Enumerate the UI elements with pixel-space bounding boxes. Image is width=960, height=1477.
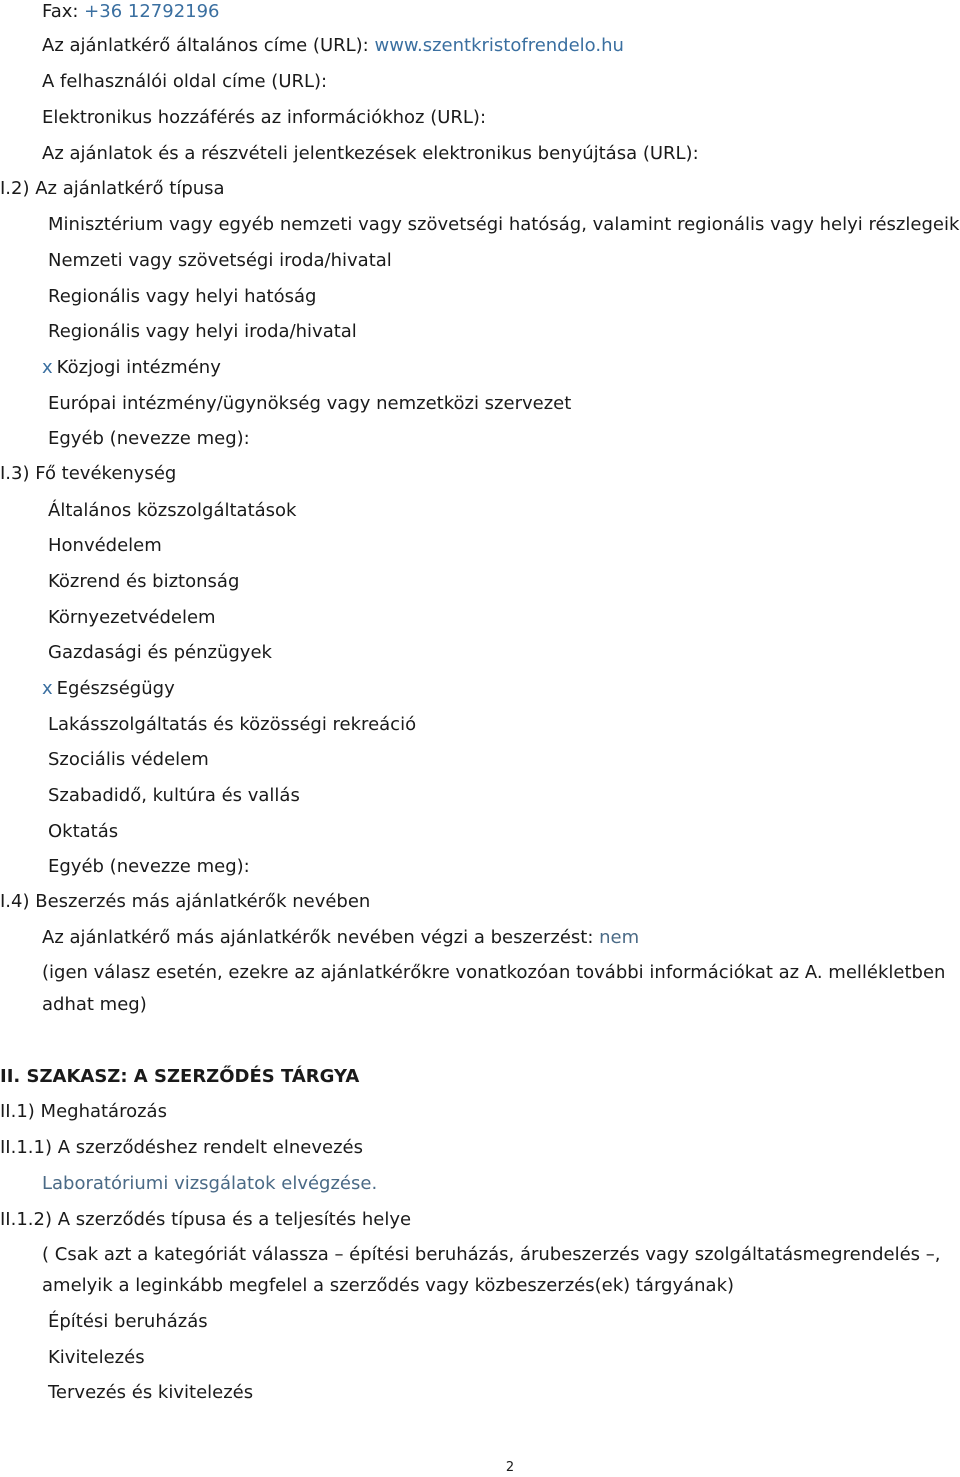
list-item: Építési beruházás bbox=[48, 1311, 208, 1332]
list-item: Egyéb (nevezze meg): bbox=[48, 856, 250, 877]
list-item: Kivitelezés bbox=[48, 1347, 145, 1368]
joint-procurement-answer: nem bbox=[599, 927, 640, 948]
note-line: amelyik a leginkább megfelel a szerződés vagy közbeszerzés(ek) tárgyának) bbox=[42, 1275, 735, 1296]
note-line: (igen válasz esetén, ezekre az ajánlatkérőkre vonatkozóan további információkat az A. mellékletben bbox=[42, 962, 946, 983]
section-heading-i2: I.2) Az ajánlatkérő típusa bbox=[0, 178, 225, 199]
list-item: Regionális vagy helyi iroda/hivatal bbox=[48, 321, 357, 342]
list-item: Szabadidő, kultúra és vallás bbox=[48, 785, 300, 806]
list-item-selected bbox=[42, 677, 175, 701]
buyer-profile-label: A felhasználói oldal címe (URL): bbox=[42, 71, 328, 92]
list-item-selected bbox=[42, 356, 221, 380]
list-item: Nemzeti vagy szövetségi iroda/hivatal bbox=[48, 250, 392, 271]
list-item: Minisztérium vagy egyéb nemzeti vagy szövetségi hatóság, valamint regionális vagy helyi részlegeik bbox=[48, 214, 960, 235]
list-item: Regionális vagy helyi hatóság bbox=[48, 286, 317, 307]
list-item: Honvédelem bbox=[48, 535, 162, 556]
subsection-heading: II.1.1) A szerződéshez rendelt elnevezés bbox=[0, 1137, 363, 1158]
fax-line bbox=[42, 0, 220, 24]
subsection-heading: II.1) Meghatározás bbox=[0, 1101, 167, 1122]
note-line: adhat meg) bbox=[42, 994, 147, 1015]
electronic-submission-label: Az ajánlatok és a részvételi jelentkezések elektronikus benyújtása (URL): bbox=[42, 143, 699, 164]
joint-procurement-question: Az ajánlatkérő más ajánlatkérők nevében végzi a beszerzést: bbox=[42, 927, 600, 948]
joint-procurement-line bbox=[42, 926, 639, 950]
list-item: Európai intézmény/ügynökség vagy nemzetközi szervezet bbox=[48, 393, 572, 414]
section-heading-i4: I.4) Beszerzés más ajánlatkérők nevében bbox=[0, 891, 371, 912]
list-item-label: Egészségügy bbox=[56, 678, 175, 699]
page-number: 2 bbox=[505, 1460, 515, 1475]
list-item: Közrend és biztonság bbox=[48, 571, 240, 592]
fax-label: Fax: bbox=[42, 1, 85, 22]
selected-mark: x bbox=[42, 357, 53, 378]
list-item: Gazdasági és pénzügyek bbox=[48, 642, 272, 663]
list-item: Tervezés és kivitelezés bbox=[48, 1382, 254, 1403]
list-item: Általános közszolgáltatások bbox=[48, 500, 297, 521]
note-line: ( Csak azt a kategóriát válassza – építési beruházás, árubeszerzés vagy szolgáltatásmegrendelés –, bbox=[42, 1244, 941, 1265]
url-link[interactable]: www.szentkristofrendelo.hu bbox=[374, 35, 624, 56]
list-item: Lakásszolgáltatás és közösségi rekreáció bbox=[48, 714, 417, 735]
subsection-heading: II.1.2) A szerződés típusa és a teljesítés helye bbox=[0, 1209, 412, 1230]
list-item: Egyéb (nevezze meg): bbox=[48, 428, 250, 449]
section-title-ii: II. SZAKASZ: A SZERZŐDÉS TÁRGYA bbox=[0, 1066, 360, 1087]
list-item-label: Közjogi intézmény bbox=[56, 357, 221, 378]
list-item: Szociális védelem bbox=[48, 749, 209, 770]
selected-mark: x bbox=[42, 678, 53, 699]
url-label: Az ajánlatkérő általános címe (URL): bbox=[42, 35, 375, 56]
contract-name-value: Laboratóriumi vizsgálatok elvégzése. bbox=[42, 1173, 378, 1194]
section-heading-i3: I.3) Fő tevékenység bbox=[0, 463, 177, 484]
fax-value: +36 12792196 bbox=[84, 1, 220, 22]
url-line bbox=[42, 34, 624, 58]
electronic-access-label: Elektronikus hozzáférés az információkhoz (URL): bbox=[42, 107, 487, 128]
list-item: Környezetvédelem bbox=[48, 607, 216, 628]
list-item: Oktatás bbox=[48, 821, 119, 842]
